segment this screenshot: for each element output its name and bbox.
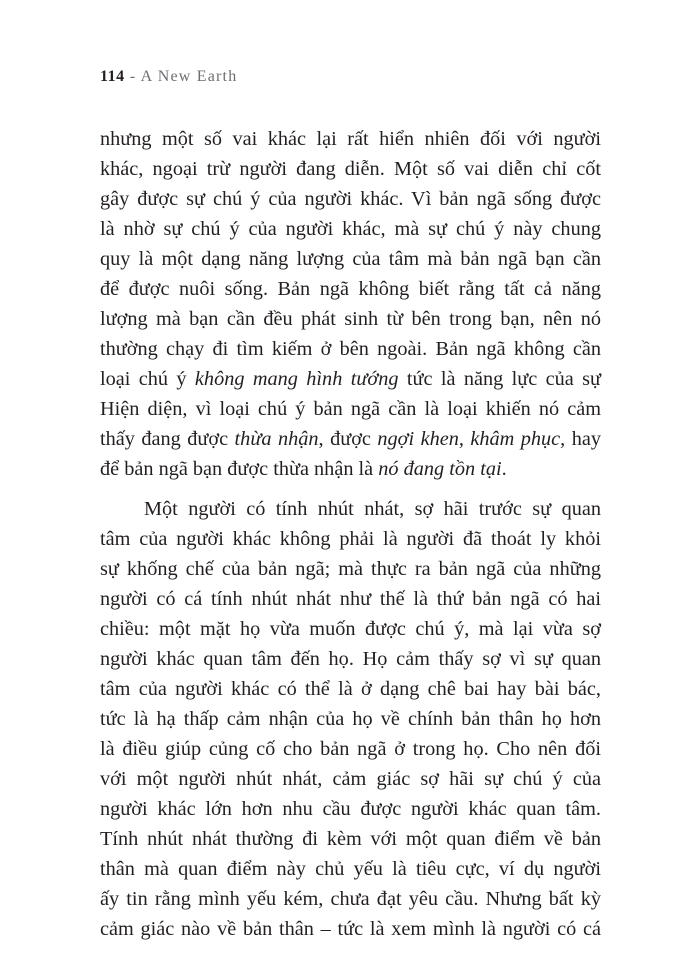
- text-line: [100, 274, 601, 304]
- text-run: sự khống chế của bản ngã; mà thực ra bản ngã của những: [100, 558, 601, 580]
- text-run: người khác quan tâm đến họ. Họ cảm thấy sợ vì sự quan: [100, 648, 601, 670]
- italic-phrase: không mang hình tướng: [194, 368, 399, 390]
- text-line: [100, 214, 601, 244]
- italic-phrase: thừa nhận: [234, 428, 319, 450]
- text-line: [100, 554, 601, 584]
- text-run: quy là một dạng năng lượng của tâm mà bản ngã bạn cần: [100, 248, 601, 270]
- text-run: tức là hạ thấp cảm nhận của họ về chính bản thân họ hơn: [100, 708, 601, 730]
- text-run: người khác lớn hơn nhu cầu được người khác quan tâm.: [100, 798, 601, 820]
- page-number: 114: [100, 68, 125, 85]
- text-line: [100, 734, 601, 764]
- text-line: [100, 304, 601, 334]
- text-run: tâm của người khác có thể là ở dạng chê bai hay bài bác,: [100, 678, 601, 700]
- text-run: , được: [318, 428, 378, 450]
- text-run: tức là năng lực của sự: [398, 368, 602, 390]
- text-line: [100, 644, 601, 674]
- text-run: với một người nhút nhát, cảm giác sợ hãi sự chú ý của: [100, 768, 601, 790]
- text-line: [100, 764, 601, 794]
- text-line: [100, 424, 601, 454]
- text-line: [100, 124, 601, 154]
- italic-phrase: ngợi khen, khâm phục,: [377, 428, 566, 450]
- italic-phrase: nó đang tồn tại: [378, 458, 502, 480]
- body-text: [100, 124, 601, 944]
- text-line: [100, 394, 601, 424]
- text-run: tâm của người khác không phải là người đã thoát ly khỏi: [100, 528, 601, 550]
- text-run: nhưng một số vai khác lại rất hiển nhiên đối với người: [100, 128, 601, 150]
- text-run: người có cá tính nhút nhát như thế là thứ bản ngã có hai: [100, 588, 601, 610]
- text-run: là điều giúp củng cố cho bản ngã ở trong họ. Cho nên đối: [100, 738, 601, 760]
- text-run: Hiện diện, vì loại chú ý bản ngã cần là loại khiến nó cảm: [100, 398, 601, 420]
- text-line: [100, 674, 601, 704]
- text-line: [100, 824, 601, 854]
- text-run: khác, ngoại trừ người đang diễn. Một số vai diễn chỉ cốt: [100, 158, 601, 180]
- text-line: [100, 364, 601, 394]
- text-line: [100, 184, 601, 214]
- paragraph-gap: [100, 484, 601, 494]
- text-run: là nhờ sự chú ý của người khác, mà sự chú ý này chung: [100, 218, 601, 240]
- text-line: [100, 154, 601, 184]
- header-separator: -: [124, 68, 141, 85]
- paragraph: [100, 124, 601, 484]
- text-line: [100, 884, 601, 914]
- text-run: thân mà quan điểm này chủ yếu là tiêu cực, ví dụ người: [100, 858, 601, 880]
- text-line: [100, 244, 601, 274]
- text-line: [100, 334, 601, 364]
- paragraph: [100, 494, 601, 944]
- text-line: [100, 914, 601, 944]
- text-run: gây được sự chú ý của người khác. Vì bản ngã sống được: [100, 188, 601, 210]
- text-line: [100, 524, 601, 554]
- text-run: để được nuôi sống. Bản ngã không biết rằng tất cả năng: [100, 278, 601, 300]
- text-line: [100, 584, 601, 614]
- text-line: [100, 494, 601, 524]
- book-title: A New Earth: [140, 68, 238, 85]
- text-line: [100, 794, 601, 824]
- text-run: để bản ngã bạn được thừa nhận là: [100, 458, 379, 480]
- text-run: .: [501, 458, 507, 480]
- text-run: chiều: một mặt họ vừa muốn được chú ý, mà lại vừa sợ: [100, 618, 601, 640]
- running-header: [100, 68, 237, 86]
- text-run: cảm giác nào về bản thân – tức là xem mình là người có cá: [100, 918, 601, 940]
- text-run: Tính nhút nhát thường đi kèm với một quan điểm về bản: [100, 828, 601, 850]
- text-line: [100, 454, 601, 484]
- text-run: Một người có tính nhút nhát, sợ hãi trước sự quan: [144, 498, 601, 520]
- text-line: [100, 704, 601, 734]
- text-run: thấy đang được: [100, 428, 235, 450]
- text-run: loại chú ý: [100, 368, 195, 390]
- text-run: lượng mà bạn cần đều phát sinh từ bên trong bạn, nên nó: [100, 308, 601, 330]
- text-line: [100, 854, 601, 884]
- text-run: thường chạy đi tìm kiếm ở bên ngoài. Bản ngã không cần: [100, 338, 601, 360]
- text-run: ấy tin rằng mình yếu kém, chưa đạt yêu cầu. Nhưng bất kỳ: [100, 888, 601, 910]
- text-run: hay: [565, 428, 601, 450]
- text-line: [100, 614, 601, 644]
